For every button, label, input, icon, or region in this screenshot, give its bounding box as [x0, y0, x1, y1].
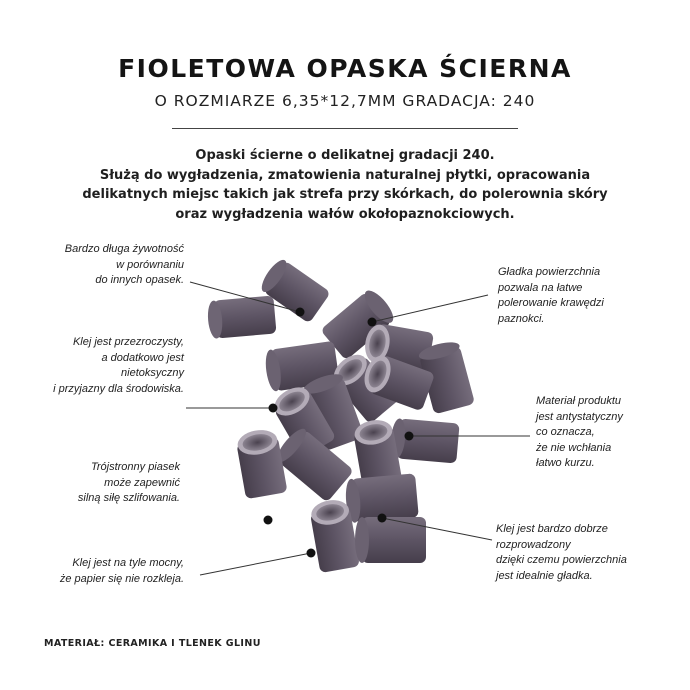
note-line: a dodatkowo jest — [101, 351, 184, 364]
note-line: może zapewnić — [104, 476, 180, 489]
callout-glue-strong — [200, 549, 316, 576]
note-line: Bardzo długa żywotność — [64, 243, 184, 255]
intro-line: oraz wygładzenia wałów okołopaznokciowych. — [175, 206, 515, 222]
note-line: silną siłę szlifowania. — [77, 492, 180, 504]
note-line: Trójstronny piasek — [90, 461, 180, 473]
note-line: nietoksyczny — [121, 367, 184, 379]
note-line: jest antystatyczny — [536, 410, 623, 423]
note-lifetime — [65, 242, 184, 289]
note-glue-strong — [60, 556, 184, 587]
note-line: polerowanie krawędzi — [498, 297, 604, 309]
sanding-band — [389, 418, 459, 464]
note-antistatic — [536, 394, 623, 472]
note-line: że nie wchłania — [536, 441, 612, 454]
note-line: co oznacza, — [536, 426, 595, 438]
note-line: dzięki czemu powierzchnia — [496, 554, 627, 566]
note-line: i przyjazny dla środowiska. — [53, 382, 184, 395]
material-label: MATERIAŁ: CERAMIKA I TLENEK GLINU — [44, 638, 261, 649]
note-line: Klej jest na tyle mocny, — [72, 557, 184, 569]
page-subtitle: O ROZMIARZE 6,35*12,7MM GRADACJA: 240 — [154, 92, 536, 110]
note-line: w porównaniu — [116, 258, 184, 271]
intro-line: delikatnych miejsc takich jak strefa przy skórkach, do polerownia skóry — [82, 187, 608, 202]
page-title: FIOLETOWA OPASKA ŚCIERNA — [118, 54, 572, 83]
note-line: że papier się nie rozkleja. — [59, 572, 184, 585]
callout-glue-clear — [186, 404, 278, 413]
note-line: Gładka powierzchnia — [498, 266, 601, 278]
note-line: paznokci. — [498, 312, 545, 325]
sanding-band — [355, 517, 426, 563]
note-line: jest idealnie gładka. — [496, 569, 593, 582]
note-glue-clear — [53, 335, 184, 397]
note-line: łatwo kurzu. — [536, 457, 595, 469]
note-line: do innych opasek. — [95, 274, 184, 286]
note-smooth — [498, 265, 604, 327]
note-sand — [78, 460, 180, 507]
sanding-band — [235, 427, 288, 499]
intro-line: Opaski ścierne o delikatnej gradacji 240. — [195, 148, 495, 163]
note-line: pozwala na łatwe — [498, 281, 583, 294]
note-line: Klej jest przezroczysty, — [72, 336, 184, 348]
note-line: Materiał produktu — [536, 395, 621, 407]
sanding-band — [206, 295, 276, 339]
intro-line: Służą do wygładzenia, zmatowienia naturalnej płytki, opracowania — [99, 167, 591, 183]
callout-sand — [264, 516, 273, 525]
note-line: Klej jest bardzo dobrze — [496, 523, 608, 535]
note-glue-spread — [496, 522, 627, 584]
note-line: rozprowadzony — [496, 538, 571, 551]
